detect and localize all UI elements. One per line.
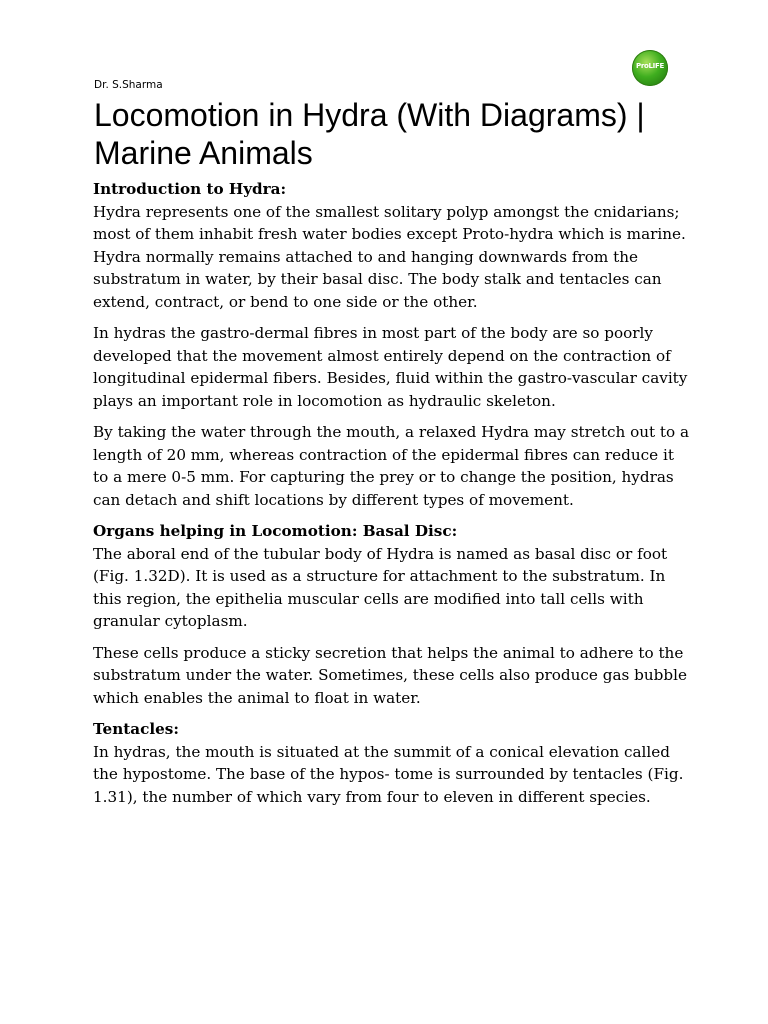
paragraph-intro-1: Hydra represents one of the smallest solitary polyp amongst the cnidarians; most of them inhabit fresh water bodies except Proto-hydra which is marine. Hydra normally remains attached to and hanging downwards from the substratum in water, by their basal disc. The body stalk and tentacles can extend, contract, or bend to one side or the other. [93, 202, 686, 311]
section-heading-organs: Organs helping in Locomotion: Basal Disc: [93, 522, 458, 540]
author-name: Dr. S.Sharma [94, 79, 163, 91]
page-title: Locomotion in Hydra (With Diagrams) | Marine Animals [94, 97, 645, 171]
logo-text: ProLIFE [636, 62, 664, 70]
paragraph-tentacles-1: In hydras, the mouth is situated at the summit of a conical elevation called the hypostome. The base of the hypos- tome is surrounded by tentacles (Fig. 1.31), the number of which vary from four to eleven in different species. [93, 742, 684, 806]
section-heading-introduction: Introduction to Hydra: [93, 180, 287, 198]
paragraph-intro-3: By taking the water through the mouth, a relaxed Hydra may stretch out to a length of 20 mm, whereas contraction of the epidermal fibres can reduce it to a mere 0-5 mm. For capturing the prey or to change the position, hydras can detach and shift locations by different types of movement. [93, 423, 690, 509]
document-body [93, 178, 693, 808]
section-heading-tentacles: Tentacles: [93, 720, 179, 738]
prolife-logo [632, 50, 668, 86]
paragraph-intro-2: In hydras the gastro-dermal fibres in most part of the body are so poorly developed that the movement almost entirely depend on the contraction of longitudinal epidermal fibers. Besides, fluid within the gastro-vascular cavity plays an important role in locomotion as hydraulic skeleton. [93, 324, 688, 410]
paragraph-organs-2: These cells produce a sticky secretion that helps the animal to adhere to the substratum under the water. Sometimes, these cells also produce gas bubble which enables the animal to float in water. [93, 643, 687, 707]
paragraph-organs-1: The aboral end of the tubular body of Hydra is named as basal disc or foot (Fig. 1.32D). It is used as a structure for attachment to the substratum. In this region, the epithelia muscular cells are modified into tall cells with granular cytoplasm. [93, 544, 668, 630]
